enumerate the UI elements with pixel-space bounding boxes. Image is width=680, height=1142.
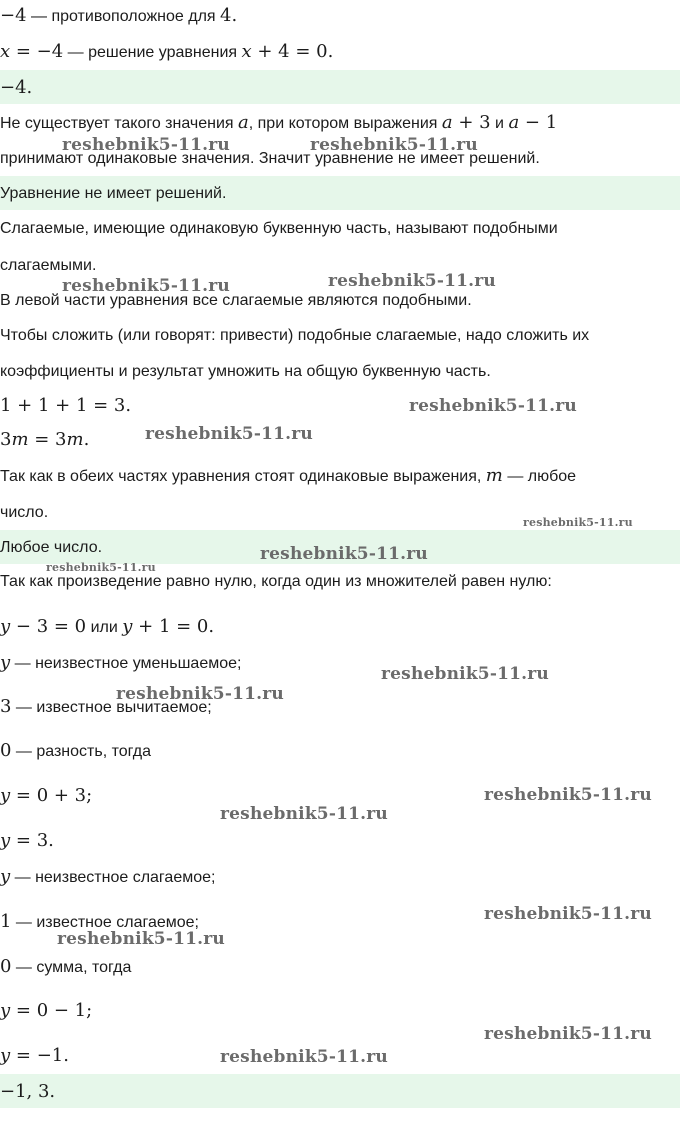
text-line: число.: [0, 504, 49, 521]
text-line: Слагаемые, имеющие одинаковую буквенную часть, называют подобными: [0, 220, 558, 237]
math-line: [0, 430, 89, 451]
math-line: [0, 1001, 92, 1022]
text-line: [0, 113, 557, 134]
math: − 1: [519, 112, 558, 133]
watermark: reshebnik5-11.ru: [310, 135, 478, 155]
watermark: reshebnik5-11.ru: [116, 684, 284, 704]
text-line: [0, 867, 215, 888]
answer-text: Уравнение не имеет решений.: [0, 185, 227, 202]
math: .: [231, 5, 238, 26]
answer-text: −1, 3.: [0, 1081, 56, 1102]
math: .: [83, 429, 90, 450]
text-line: коэффициенты и результат умножить на общую буквенную часть.: [0, 363, 491, 380]
math-var: y: [0, 1000, 11, 1021]
math: = −4: [10, 41, 64, 62]
math: − 3 = 0: [10, 616, 87, 637]
math-line: [0, 831, 54, 852]
text: — разность, тогда: [11, 743, 151, 760]
text-line: принимают одинаковые значения. Значит уравнение не имеет решений.: [0, 150, 540, 167]
math: 0: [0, 740, 12, 761]
text: — неизвестное уменьшаемое;: [10, 655, 242, 672]
math-var: y: [0, 866, 11, 887]
math: + 4 = 0: [251, 41, 328, 62]
math-line: [0, 617, 214, 638]
text-line: [0, 957, 131, 978]
text: — решение уравнения: [63, 44, 242, 61]
watermark: reshebnik5-11.ru: [220, 1047, 388, 1067]
math-var: y: [0, 830, 11, 851]
watermark: reshebnik5-11.ru: [145, 424, 313, 444]
math: 3: [0, 696, 12, 717]
math-line: 1 + 1 + 1 = 3.: [0, 395, 132, 416]
watermark: reshebnik5-11.ru: [62, 135, 230, 155]
answer-band: [0, 1074, 680, 1108]
math: + 1 = 0.: [132, 616, 215, 637]
text: — противоположное для: [26, 8, 221, 25]
watermark: reshebnik5-11.ru: [409, 396, 577, 416]
math: .: [327, 41, 334, 62]
answer-text: −4.: [0, 77, 33, 98]
text: и: [490, 115, 509, 132]
watermark: reshebnik5-11.ru: [523, 516, 633, 529]
watermark: reshebnik5-11.ru: [220, 804, 388, 824]
watermark: reshebnik5-11.ru: [62, 276, 230, 296]
math-var: m: [11, 429, 29, 450]
text-line: [0, 6, 237, 27]
answer-band: [0, 176, 680, 210]
text: — сумма, тогда: [11, 959, 132, 976]
math-var: y: [0, 785, 11, 806]
watermark: reshebnik5-11.ru: [381, 664, 549, 684]
math: = 0 + 3;: [10, 785, 93, 806]
math-var: x: [241, 41, 252, 62]
text-line: [0, 466, 576, 487]
text: — любое: [502, 468, 577, 485]
watermark: reshebnik5-11.ru: [484, 1024, 652, 1044]
math: = 3: [28, 429, 67, 450]
answer-band: [0, 70, 680, 104]
text: , при котором выражения: [248, 115, 442, 132]
text-line: слагаемыми.: [0, 257, 97, 274]
math-var: y: [0, 616, 11, 637]
watermark: reshebnik5-11.ru: [484, 904, 652, 924]
math: = −1.: [10, 1045, 69, 1066]
text-line: [0, 42, 333, 63]
math: −4: [0, 5, 27, 26]
text: или: [86, 619, 123, 636]
math-var: m: [66, 429, 84, 450]
math-var: x: [0, 41, 11, 62]
watermark: reshebnik5-11.ru: [46, 561, 156, 574]
math: + 3: [452, 112, 491, 133]
text: — известное вычитаемое;: [11, 699, 212, 716]
math-var: a: [238, 112, 249, 133]
answer-text: Любое число.: [0, 539, 103, 556]
watermark: reshebnik5-11.ru: [484, 785, 652, 805]
text: — неизвестное слагаемое;: [10, 869, 216, 886]
math-var: a: [441, 112, 453, 133]
math-var: y: [122, 616, 133, 637]
text: Не существует такого значения: [0, 115, 239, 132]
math-var: y: [0, 652, 11, 673]
watermark: reshebnik5-11.ru: [328, 271, 496, 291]
math-var: y: [0, 1045, 11, 1066]
math: 4: [220, 5, 232, 26]
text: Так как в обеих частях уравнения стоят одинаковые выражения,: [0, 468, 486, 485]
watermark: reshebnik5-11.ru: [57, 929, 225, 949]
text-line: В левой части уравнения все слагаемые являются подобными.: [0, 292, 472, 309]
math-var: m: [485, 465, 503, 486]
text-line: [0, 653, 241, 674]
text-line: [0, 741, 151, 762]
watermark: reshebnik5-11.ru: [260, 544, 428, 564]
math-var: a: [508, 112, 520, 133]
math: 1: [0, 911, 12, 932]
math: = 3.: [10, 830, 54, 851]
text-line: Чтобы сложить (или говорят: привести) подобные слагаемые, надо сложить их: [0, 327, 590, 344]
math-line: [0, 786, 92, 807]
math: = 0 − 1;: [10, 1000, 93, 1021]
text: — известное слагаемое;: [11, 914, 199, 931]
text-line: Так как произведение равно нулю, когда один из множителей равен нулю:: [0, 573, 552, 590]
math: 3: [0, 429, 12, 450]
math: 0: [0, 956, 12, 977]
math-line: [0, 1046, 69, 1067]
